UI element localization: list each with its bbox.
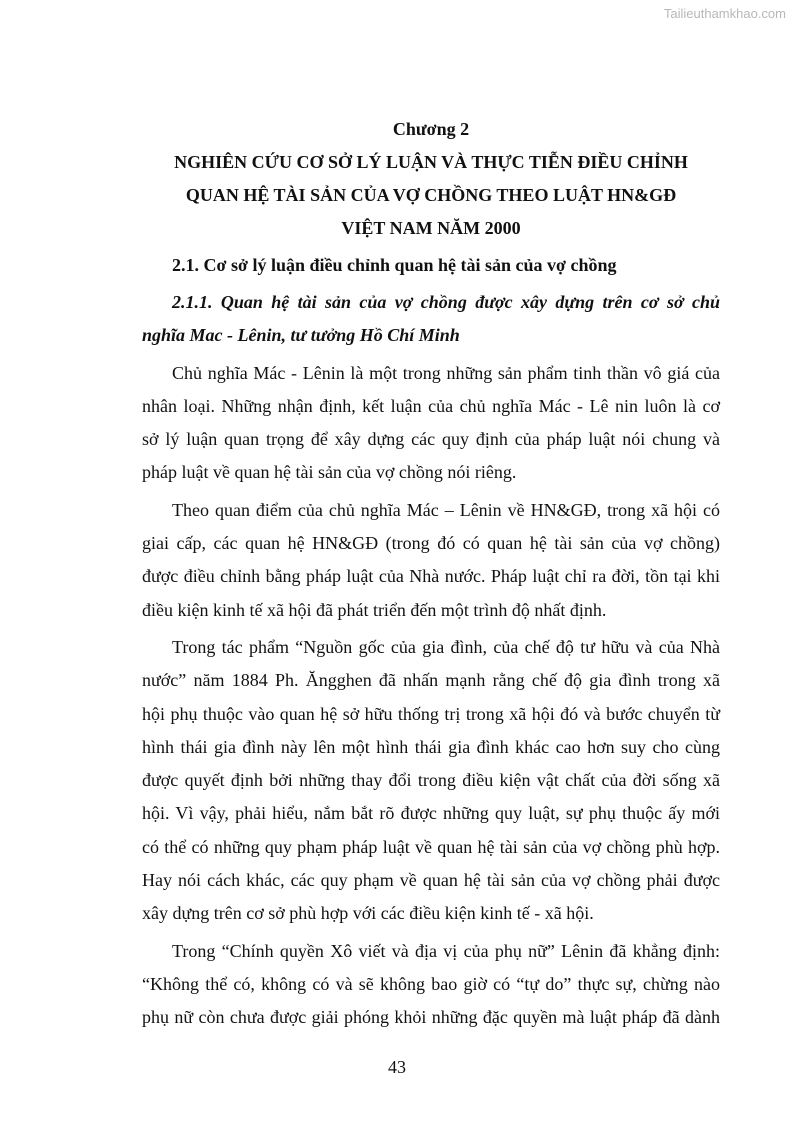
document-page <box>142 113 720 1035</box>
text-line: hình thái gia đình này lên một hình thái gia đình khác cao hơn suy cho cùng <box>142 736 720 757</box>
text-line: điều kiện kinh tế xã hội đã phát triển đến một trình độ nhất định. <box>142 599 607 620</box>
text-line: Hay nói cách khác, các quy phạm về quan hệ tài sản của vợ chồng phải được <box>142 870 720 891</box>
body-text <box>142 357 720 1035</box>
chapter-title-line: VIỆT NAM NĂM 2000 <box>341 218 521 238</box>
subsection-line: 2.1.1. Quan hệ tài sản của vợ chồng được xây dựng trên cơ sở chủ <box>172 292 720 312</box>
text-line: có thể có những quy phạm pháp luật về quan hệ tài sản của vợ chồng phù hợp. <box>142 836 720 857</box>
text-line: Trong tác phẩm “Nguồn gốc của gia đình, của chế độ tư hữu và của Nhà <box>172 636 720 657</box>
text-line: phụ nữ còn chưa được giải phóng khỏi những đặc quyền mà luật pháp đã dành <box>142 1007 720 1028</box>
paragraph <box>142 631 720 931</box>
text-line: nhân loại. Những nhận định, kết luận của chủ nghĩa Mác - Lê nin luôn là cơ <box>142 395 720 416</box>
chapter-title-line: QUAN HỆ TÀI SẢN CỦA VỢ CHỒNG THEO LUẬT HN&GĐ <box>185 185 677 205</box>
text-line: pháp luật về quan hệ tài sản của vợ chồng nói riêng. <box>142 462 517 483</box>
text-line: hội. Vì vậy, phải hiểu, nắm bắt rõ được những quy luật, sự phụ thuộc ấy mới <box>142 803 720 824</box>
paragraph <box>142 357 720 490</box>
text-line: hội phụ thuộc vào quan hệ sở hữu thống trị trong xã hội đó và bước chuyển từ <box>142 703 720 724</box>
text-line: Theo quan điểm của chủ nghĩa Mác – Lênin về HN&GĐ, trong xã hội có <box>172 499 720 520</box>
text-line: giai cấp, các quan hệ HN&GĐ (trong đó có quan hệ tài sản của vợ chồng) <box>142 533 720 554</box>
page-number: 43 <box>388 1057 406 1077</box>
chapter-title <box>142 146 720 245</box>
text-line: Trong “Chính quyền Xô viết và địa vị của phụ nữ” Lênin đã khẳng định: <box>172 940 720 961</box>
text-line: sở lý luận quan trọng để xây dựng các quy định của pháp luật nói chung và <box>142 429 720 450</box>
text-line: nước” năm 1884 Ph. Ăngghen đã nhấn mạnh rằng chế độ gia đình trong xã <box>142 670 720 691</box>
text-line: được quyết định bởi những thay đổi trong điều kiện vật chất của đời sống xã <box>142 770 720 791</box>
watermark: Tailieuthamkhao.com <box>663 6 786 21</box>
paragraph <box>142 494 720 627</box>
text-line: Chủ nghĩa Mác - Lênin là một trong những sản phẩm tinh thần vô giá của <box>172 362 720 383</box>
paragraph <box>142 935 720 1035</box>
chapter-title-line: NGHIÊN CỨU CƠ SỞ LÝ LUẬN VÀ THỰC TIỄN ĐIỀU CHỈNH <box>174 152 688 172</box>
subsection-heading <box>142 286 720 353</box>
text-line: được điều chỉnh bằng pháp luật của Nhà nước. Pháp luật chỉ ra đời, tồn tại khi <box>142 566 720 587</box>
text-line: “Không thể có, không có và sẽ không bao giờ có “tự do” thực sự, chừng nào <box>142 973 720 994</box>
subsection-line: nghĩa Mac - Lênin, tư tưởng Hồ Chí Minh <box>142 325 460 346</box>
text-line: xây dựng trên cơ sở phù hợp với các điều kiện kinh tế - xã hội. <box>142 903 594 924</box>
section-heading: 2.1. Cơ sở lý luận điều chỉnh quan hệ tài sản của vợ chồng <box>172 255 617 275</box>
chapter-label: Chương 2 <box>392 119 470 139</box>
